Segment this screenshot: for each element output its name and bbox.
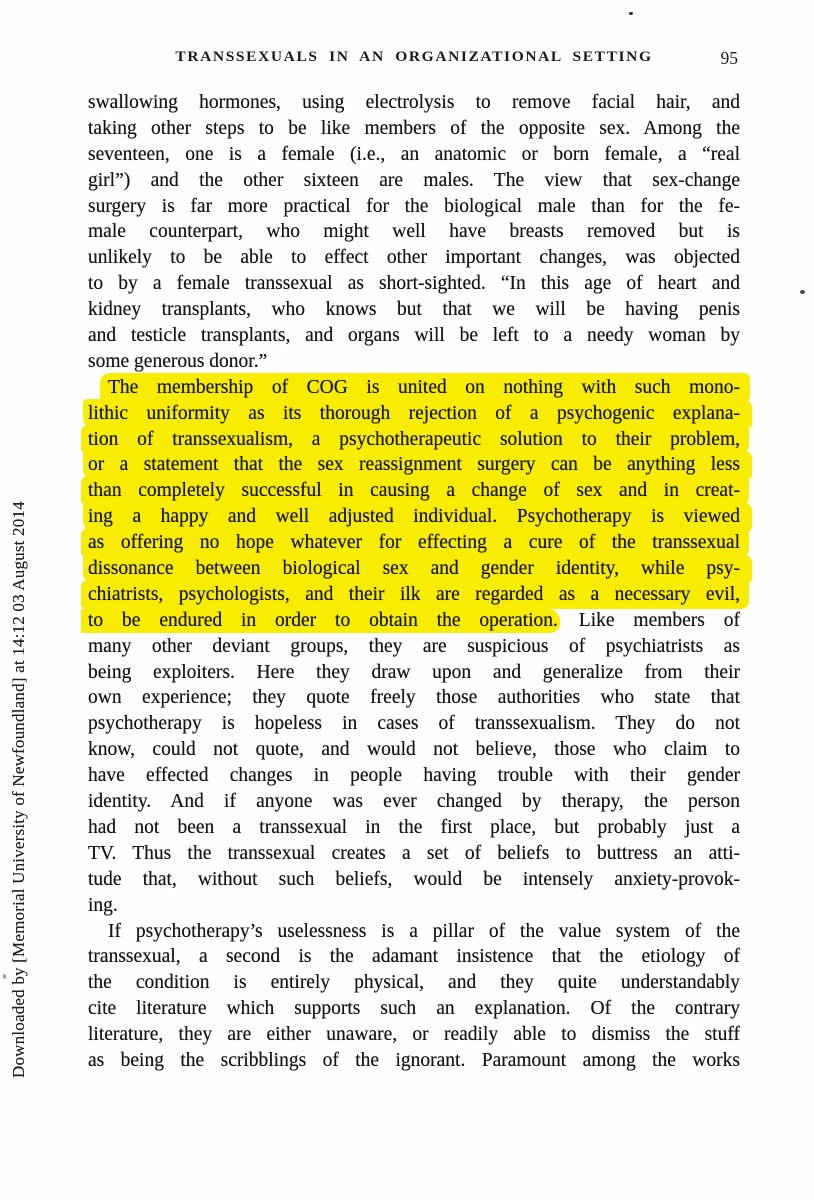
- scan-artifact-dot: [629, 12, 633, 15]
- text-line: seventeen, one is a female (i.e., an anatomic or born female, a “real: [88, 143, 740, 165]
- text-line: ing.: [88, 894, 118, 916]
- text-line: unlikely to be able to effect other important changes, was objected: [88, 247, 740, 269]
- text-line: taking other steps to be like members of the opposite sex. Among the: [88, 117, 740, 139]
- download-watermark: Downloaded by [Memorial University of Newfoundland] at 14:12 03 August 2014: [9, 501, 28, 1078]
- text-line: as being the scribblings of the ignorant. Paramount among the works: [88, 1049, 740, 1071]
- text-line: to by a female transsexual as short-sighted. “In this age of heart and: [88, 273, 740, 295]
- text-line: tude that, without such beliefs, would be intensely anxiety-provok-: [88, 868, 740, 890]
- text-line-highlighted: or a statement that the sex reassignment surgery can be anything less: [88, 452, 740, 478]
- text-line: and testicle transplants, and organs will be left to a needy woman by: [88, 325, 740, 347]
- text-line-highlighted: as offering no hope whatever for effecting a cure of the transsexual: [88, 530, 740, 556]
- text-line: girl”) and the other sixteen are males. The view that sex-change: [88, 169, 740, 191]
- text-line: the condition is entirely physical, and they quite understandably: [88, 972, 740, 994]
- text-line: transsexual, a second is the adamant insistence that the etiology of: [88, 946, 740, 968]
- text-line: literature, they are either unaware, or readily able to dismiss the stuff: [88, 1024, 740, 1046]
- text-line: being exploiters. Here they draw upon and generalize from their: [88, 661, 740, 683]
- running-head: [88, 48, 740, 70]
- text-line: kidney transplants, who knows but that we will be having penis: [88, 299, 740, 321]
- text-line: If psychotherapy’s uselessness is a pillar of the value system of the: [108, 920, 740, 942]
- text-line-highlighted: tion of transsexualism, a psychotherapeutic solution to their problem,: [88, 427, 740, 453]
- text-line: surgery is far more practical for the biological male than for the fe-: [88, 195, 740, 217]
- text-line: own experience; they quote freely those authorities who state that: [88, 687, 740, 709]
- page-title: TRANSSEXUALS IN AN ORGANIZATIONAL SETTING: [175, 48, 653, 65]
- text-line: had not been a transsexual in the first place, but probably just a: [88, 816, 740, 838]
- text-line: have effected changes in people having trouble with their gender: [88, 765, 740, 787]
- text-line-highlighted: dissonance between biological sex and gender identity, while psy-: [88, 556, 740, 582]
- text-line-highlighted: lithic uniformity as its thorough rejection of a psychogenic explana-: [88, 401, 740, 427]
- body-text: [88, 90, 740, 1074]
- page-number: 95: [720, 48, 738, 68]
- text-line-highlighted: to be endured in order to obtain the operation. Like members of: [88, 609, 740, 631]
- text-line: many other deviant groups, they are suspicious of psychiatrists as: [88, 635, 740, 657]
- text-line: identity. And if anyone was ever changed by therapy, the person: [88, 791, 740, 813]
- text-line-highlighted: than completely successful in causing a change of sex and in creat-: [88, 478, 740, 504]
- text-line: cite literature which supports such an explanation. Of the contrary: [88, 998, 740, 1020]
- text-line-highlighted: ing a happy and well adjusted individual. Psychotherapy is viewed: [88, 504, 740, 530]
- text-line-highlighted: chiatrists, psychologists, and their ilk are regarded as a necessary evil,: [88, 582, 740, 608]
- text-line-highlighted: The membership of COG is united on nothing with such mono-: [88, 375, 740, 401]
- text-line: TV. Thus the transsexual creates a set of beliefs to buttress an atti-: [88, 842, 740, 864]
- text-line: some generous donor.”: [88, 350, 268, 372]
- text-line: male counterpart, who might well have breasts removed but is: [88, 221, 740, 243]
- highlight-span: to be endured in order to obtain the operation.: [88, 609, 558, 631]
- scan-artifact-dot: [3, 974, 6, 979]
- text-line: swallowing hormones, using electrolysis to remove facial hair, and: [88, 92, 740, 113]
- text-line: know, could not quote, and would not believe, those who claim to: [88, 739, 740, 761]
- scan-artifact-dot: [800, 290, 805, 294]
- text-line: psychotherapy is hopeless in cases of transsexualism. They do not: [88, 713, 740, 735]
